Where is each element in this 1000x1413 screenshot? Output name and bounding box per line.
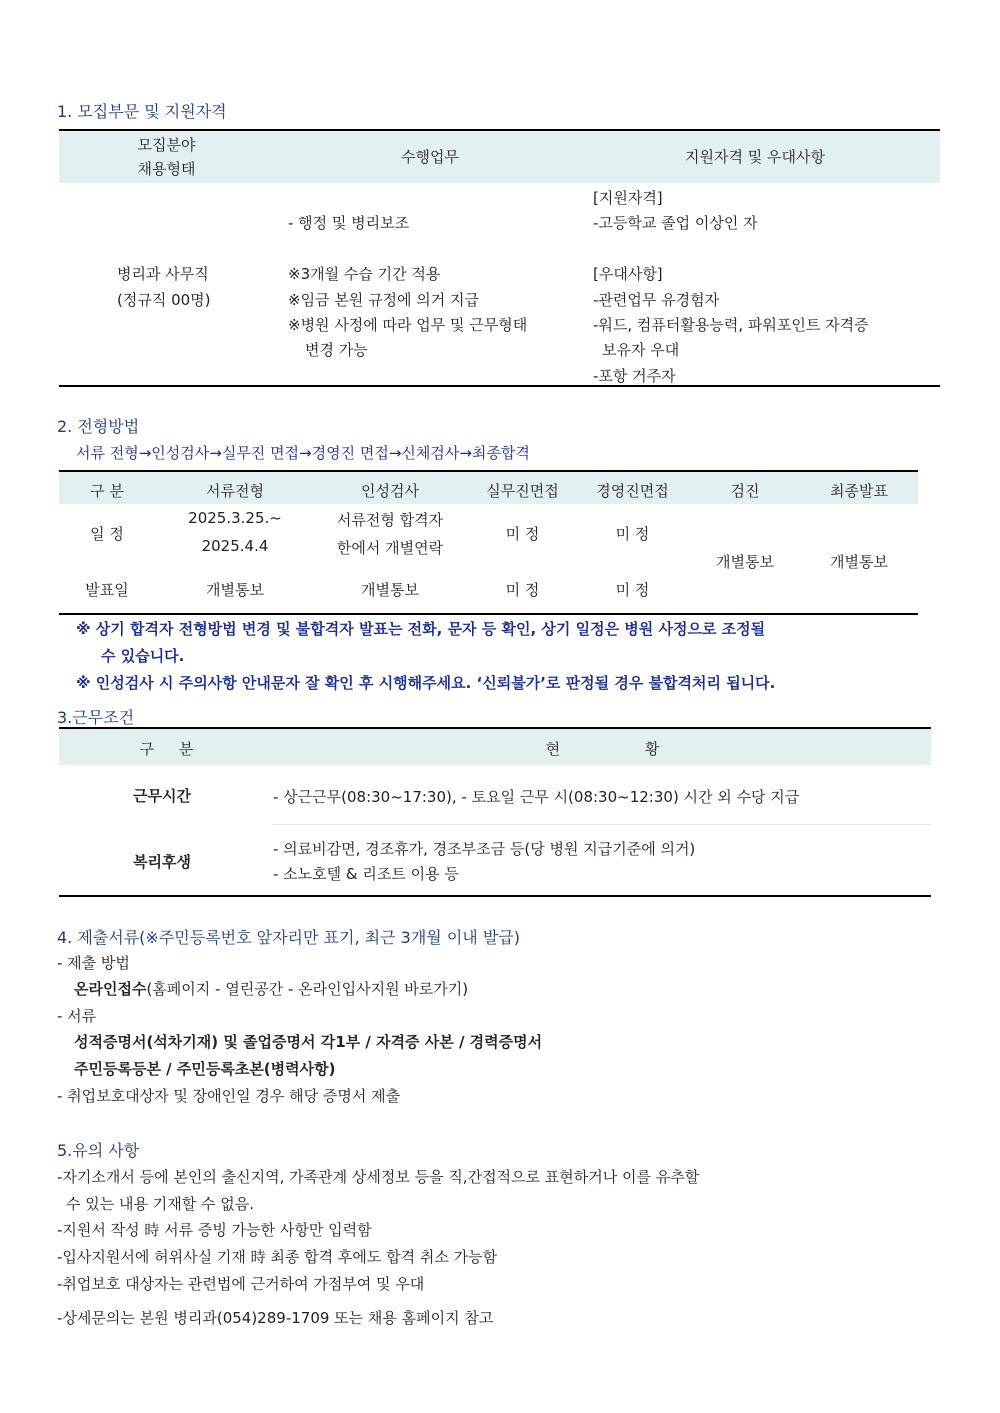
documents-label: - 서류 bbox=[57, 1007, 97, 1025]
interview1-schedule: 미 정 bbox=[505, 525, 540, 543]
table-bottom-rule bbox=[59, 895, 931, 897]
doc-date-end: 2025.4.4 bbox=[201, 537, 269, 555]
note-schedule-change: ※ 상기 합격자 전형방법 변경 및 불합격자 발표는 전화, 문자 등 확인, 상기 일정은 병원 사정으로 조정될 bbox=[76, 620, 766, 638]
header-documents: 서류전형 bbox=[206, 482, 264, 500]
documents-list: 주민등록등본 / 주민등록초본(병력사항) bbox=[74, 1060, 336, 1078]
submit-method bbox=[74, 978, 468, 999]
work-hours-label: 근무시간 bbox=[133, 787, 191, 805]
section-5-title: 5.유의 사항 bbox=[57, 1141, 140, 1160]
note-personality-test: ※ 인성검사 시 주의사항 안내문자 잘 확인 후 시행해주세요. ‘신뢰불가’로 판정될 경우 불합격처리 됩니다. bbox=[76, 674, 776, 692]
section-2-title: 2. 전형방법 bbox=[57, 417, 140, 436]
preference-item: 보유자 우대 bbox=[602, 341, 680, 359]
notice-line: -지원서 작성 時 서류 증빙 가능한 사항만 입력함 bbox=[57, 1221, 372, 1239]
online-apply-path: (홈페이지 - 열린공간 - 온라인입사지원 바로가기) bbox=[146, 980, 469, 998]
header-status: 현 황 bbox=[545, 740, 660, 758]
header-field bbox=[59, 133, 274, 181]
notice-line: 수 있는 내용 기재할 수 없음. bbox=[66, 1195, 254, 1213]
header-duties: 수행업무 bbox=[401, 148, 459, 166]
table-bottom-rule bbox=[59, 385, 940, 387]
announce-label: 발표일 bbox=[85, 581, 129, 599]
employment-type: (정규직 00명) bbox=[117, 291, 211, 309]
notice-line: -취업보호 대상자는 관련법에 근거하여 가점부여 및 우대 bbox=[57, 1275, 425, 1293]
header-interview1: 실무진면접 bbox=[486, 482, 559, 500]
doc-date-start: 2025.3.25.~ bbox=[188, 509, 282, 527]
header-category: 구 분 bbox=[90, 482, 124, 500]
work-hours-detail: - 상근근무(08:30~17:30), - 토요일 근무 시(08:30~12:30) 시간 외 수당 지급 bbox=[273, 788, 800, 806]
header-field-line2: 채용형태 bbox=[137, 160, 196, 178]
interview1-announce: 미 정 bbox=[505, 581, 540, 599]
duty-item: ※임금 본원 규정에 의거 지급 bbox=[288, 291, 480, 309]
section-3-title: 3.근무조건 bbox=[57, 708, 135, 727]
preference-item: -워드, 컴퓨터활용능력, 파워포인트 자격증 bbox=[593, 316, 869, 334]
row-divider bbox=[272, 824, 931, 825]
schedule-label: 일 정 bbox=[90, 525, 124, 543]
personality-schedule-line2: 한에서 개별연락 bbox=[336, 539, 444, 557]
qualification-item: -고등학교 졸업 이상인 자 bbox=[593, 214, 758, 232]
header-final: 최종발표 bbox=[830, 482, 888, 500]
header-qualifications: 지원자격 및 우대사항 bbox=[685, 148, 825, 166]
section-4-title: 4. 제출서류(※주민등록번호 앞자리만 표기, 최근 3개월 이내 발급) bbox=[57, 928, 520, 947]
online-apply: 온라인접수 bbox=[74, 980, 147, 998]
personality-announce: 개별통보 bbox=[361, 581, 419, 599]
preference-heading: [우대사항] bbox=[593, 265, 663, 283]
welfare-detail: - 의료비감면, 경조휴가, 경조부조금 등(당 병원 지급기준에 의거) bbox=[273, 840, 696, 858]
header-interview2: 경영진면접 bbox=[596, 482, 669, 500]
interview2-announce: 미 정 bbox=[615, 581, 650, 599]
welfare-detail: - 소노호텔 & 리조트 이용 등 bbox=[273, 865, 459, 883]
interview2-schedule: 미 정 bbox=[615, 525, 650, 543]
selection-flow: 서류 전형→인성검사→실무진 면접→경영진 면접→신체검사→최종합격 bbox=[76, 444, 530, 462]
header-field-line1: 모집분야 bbox=[137, 136, 196, 154]
duty-item: ※병원 사정에 따라 업무 및 근무형태 bbox=[288, 316, 528, 334]
submit-method-label: - 제출 방법 bbox=[57, 954, 130, 972]
personality-schedule-line1: 서류전형 합격자 bbox=[336, 511, 444, 529]
header-personality: 인성검사 bbox=[361, 482, 419, 500]
checkup-value: 개별통보 bbox=[716, 553, 774, 571]
notice-line: -자기소개서 등에 본인의 출신지역, 가족관계 상세정보 등을 직,간접적으로 표현하거나 이를 유추할 bbox=[57, 1168, 700, 1186]
duty-item: ※3개월 수습 기간 적용 bbox=[288, 265, 441, 283]
welfare-label: 복리후생 bbox=[133, 853, 191, 871]
field-name: 병리과 사무직 bbox=[117, 265, 209, 283]
notice-line: -입사지원서에 허위사실 기재 時 최종 합격 후에도 합격 취소 가능함 bbox=[57, 1248, 498, 1266]
documents-list: 성적증명서(석차기재) 및 졸업증명서 각1부 / 자격증 사본 / 경력증명서 bbox=[74, 1033, 543, 1051]
duty-item: 변경 가능 bbox=[305, 341, 368, 359]
table-bottom-rule bbox=[59, 613, 918, 615]
notice-line: -상세문의는 본원 병리과(054)289-1709 또는 채용 홈페이지 참고 bbox=[57, 1309, 494, 1327]
preference-item: -포항 거주자 bbox=[593, 367, 676, 385]
note-schedule-change-cont: 수 있습니다. bbox=[101, 647, 185, 665]
documents-note: - 취업보호대상자 및 장애인일 경우 해당 증명서 제출 bbox=[57, 1087, 401, 1105]
header-checkup: 검진 bbox=[730, 482, 760, 500]
final-value: 개별통보 bbox=[830, 553, 888, 571]
header-category: 구 분 bbox=[139, 740, 194, 758]
duty-item: - 행정 및 병리보조 bbox=[288, 214, 410, 232]
section-1-title: 1. 모집부문 및 지원자격 bbox=[57, 102, 227, 121]
qualification-heading: [지원자격] bbox=[593, 189, 663, 207]
preference-item: -관련업무 유경험자 bbox=[593, 291, 720, 309]
doc-announce: 개별통보 bbox=[206, 581, 264, 599]
